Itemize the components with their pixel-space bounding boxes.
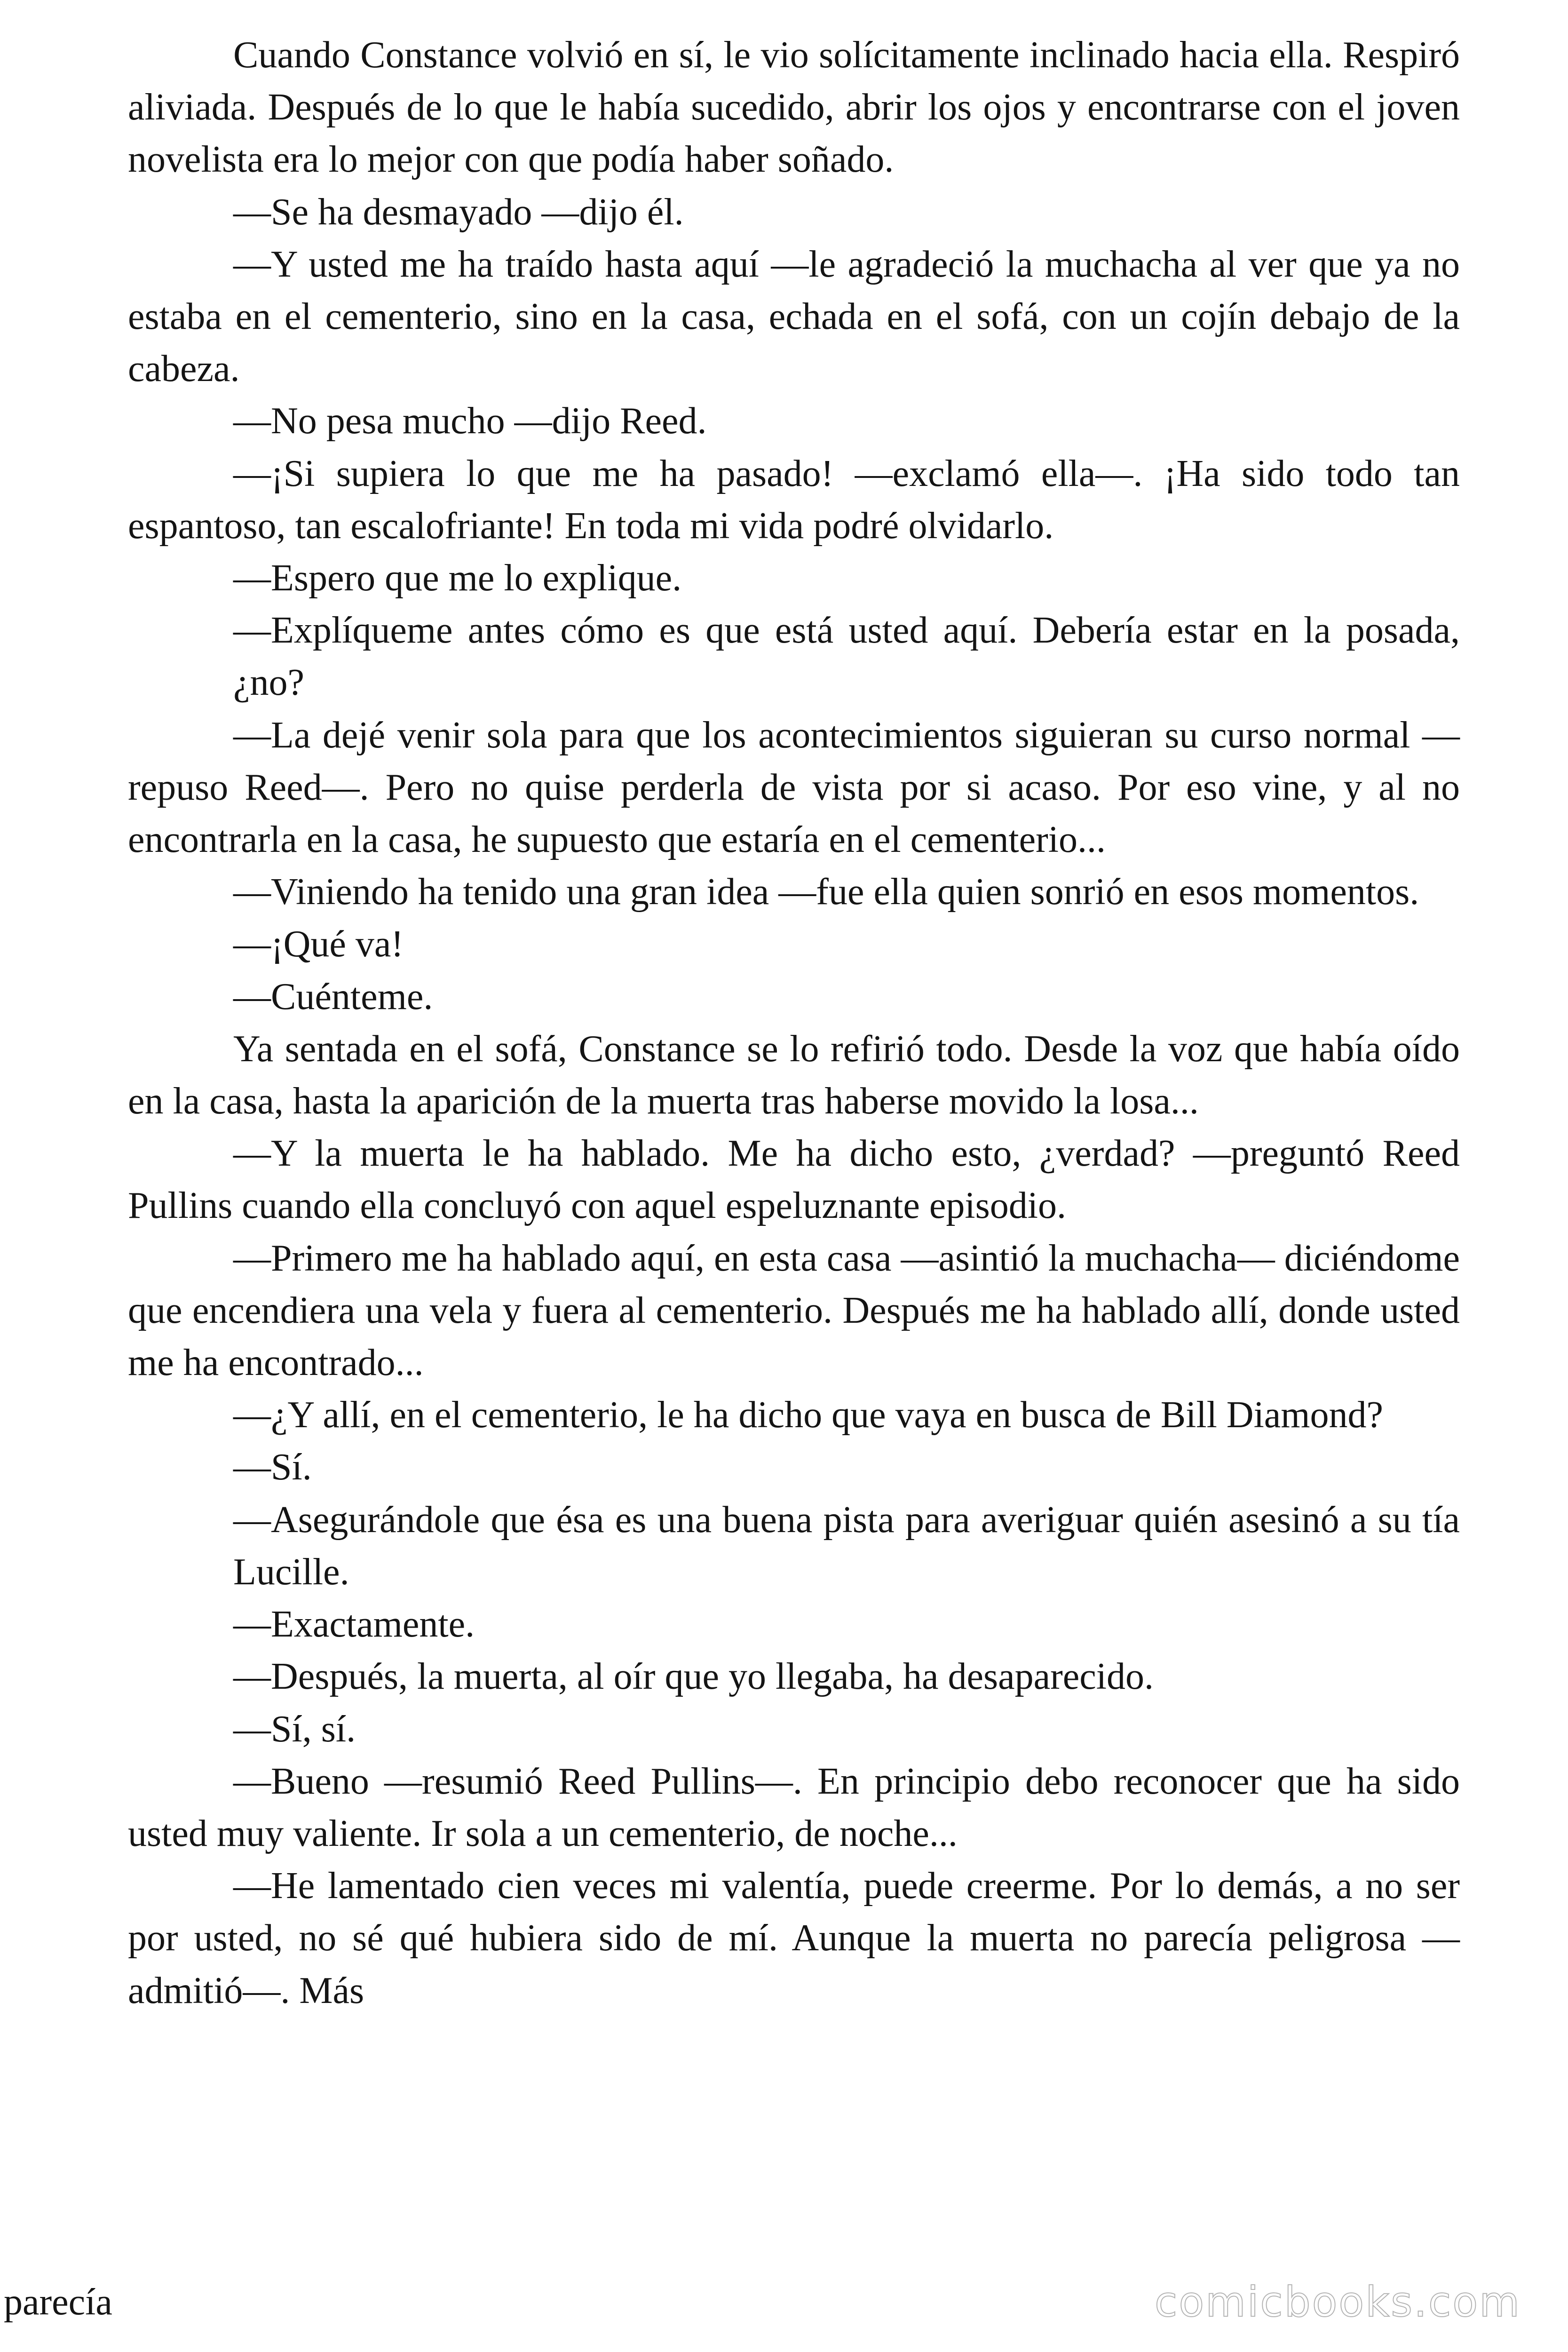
paragraph: —Primero me ha hablado aquí, en esta casa —asintió la muchacha— diciéndome que encendiera una vela y fuera al cementerio. Después me ha hablado allí, donde usted me ha encontrado... <box>128 1237 1460 1384</box>
paragraph: —Después, la muerta, al oír que yo llegaba, ha desaparecido. <box>233 1656 1154 1698</box>
body-text <box>128 29 1460 2017</box>
paragraph: —Y la muerta le ha hablado. Me ha dicho esto, ¿verdad? —preguntó Reed Pullins cuando ella concluyó con aquel espeluznante episodio. <box>128 1133 1460 1227</box>
paragraph: —Exactamente. <box>233 1604 475 1645</box>
paragraph: —No pesa mucho —dijo Reed. <box>233 400 707 442</box>
paragraph: —Se ha desmayado —dijo él. <box>233 191 684 233</box>
paragraph: Cuando Constance volvió en sí, le vio solícitamente inclinado hacia ella. Respiró aliviada. Después de lo que le había sucedido, abrir los ojos y encontrarse con el joven novelista era lo mejor con que podía haber soñado. <box>128 34 1460 181</box>
paragraph: —He lamentado cien veces mi valentía, puede creerme. Por lo demás, a no ser por usted, no sé qué hubiera sido de mí. Aunque la muerta no parecía peligrosa —admitió—. Más <box>128 1865 1460 2011</box>
paragraph: Ya sentada en el sofá, Constance se lo refirió todo. Desde la voz que había oído en la casa, hasta la aparición de la muerta tras haberse movido la losa... <box>128 1028 1460 1122</box>
paragraph: —¡Si supiera lo que me ha pasado! —exclamó ella—. ¡Ha sido todo tan espantoso, tan escalofriante! En toda mi vida podré olvidarlo. <box>128 453 1460 547</box>
paragraph: —¿Y allí, en el cementerio, le ha dicho que vaya en busca de Bill Diamond? <box>233 1394 1384 1436</box>
paragraph: —Asegurándole que ésa es una buena pista para averiguar quién asesinó a su tía Lucille. <box>233 1499 1460 1593</box>
paragraph: —Explíqueme antes cómo es que está usted aquí. Debería estar en la posada, ¿no? <box>233 610 1460 704</box>
paragraph: —Sí, sí. <box>233 1708 356 1750</box>
paragraph: —Cuénteme. <box>233 976 433 1017</box>
paragraph: —Espero que me lo explique. <box>233 557 682 599</box>
paragraph: —¡Qué va! <box>233 923 404 965</box>
watermark: comicbooks.com <box>1154 2278 1521 2326</box>
paragraph: —Viniendo ha tenido una gran idea —fue ella quien sonrió en esos momentos. <box>233 871 1419 913</box>
paragraph: —La dejé venir sola para que los acontecimientos siguieran su curso normal —repuso Reed—. Pero no quise perderla de vista por si acaso. Por eso vine, y al no encontrarla en la casa, he supuesto que estaría en el cementerio... <box>128 714 1460 861</box>
paragraph: —Bueno —resumió Reed Pullins—. En principio debo reconocer que ha sido usted muy valiente. Ir sola a un cementerio, de noche... <box>128 1760 1460 1854</box>
catchword: parecía <box>4 2281 112 2323</box>
paragraph: —Y usted me ha traído hasta aquí —le agradeció la muchacha al ver que ya no estaba en el cementerio, sino en la casa, echada en el sofá, con un cojín debajo de la cabeza. <box>128 243 1460 390</box>
paragraph: —Sí. <box>233 1446 312 1488</box>
